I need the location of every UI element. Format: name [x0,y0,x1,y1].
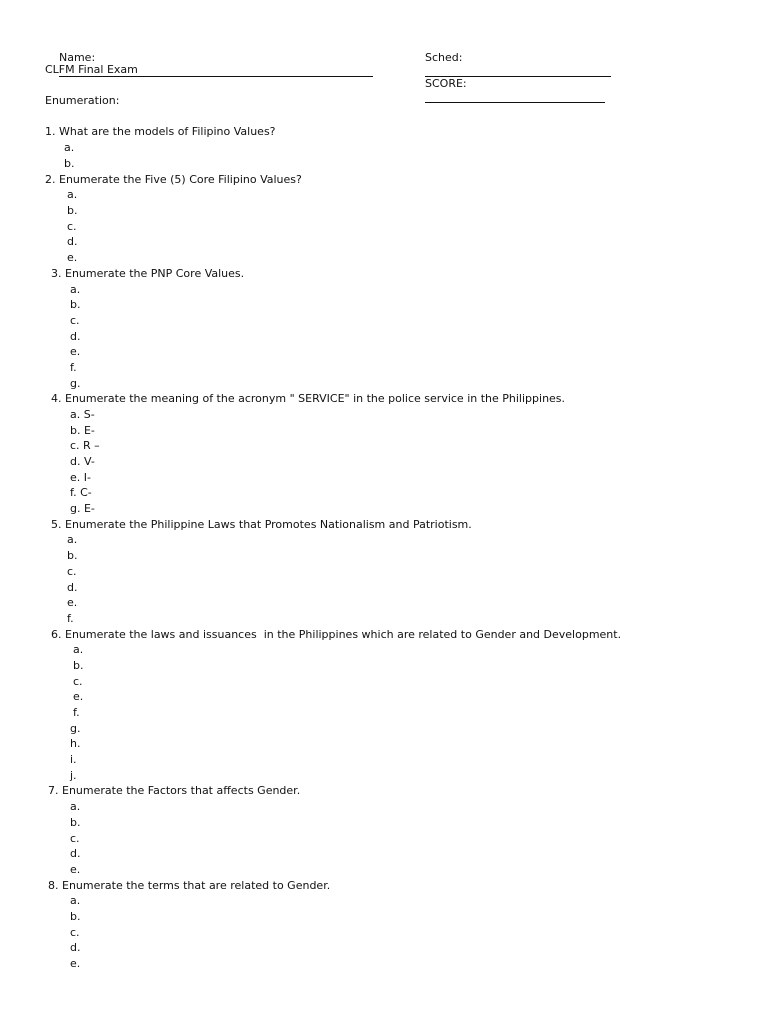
answer-item: d. [70,847,81,860]
answer-item: c. R – [70,439,100,452]
answer-item: e. [67,251,78,264]
question-6: 6. Enumerate the laws and issuances in the Philippines which are related to Gender and Development. [51,628,622,641]
answer-item: a. [67,533,78,546]
answer-item: d. V- [70,455,95,468]
answer-item: b. [70,298,81,311]
exam-title: CLFM Final Exam [45,63,138,76]
answer-item: f. [70,361,77,374]
question-5: 5. Enumerate the Philippine Laws that Promotes Nationalism and Patriotism. [51,518,472,531]
answer-item: c. [67,220,77,233]
answer-item: b. [67,549,78,562]
answer-item: d. [70,941,81,954]
answer-item: d. [70,330,81,343]
answer-item: a. [70,283,81,296]
answer-item: h. [70,737,81,750]
answer-item: b. [64,157,75,170]
answer-item: a. [64,141,75,154]
answer-item: a. [70,800,81,813]
answer-item: g. [70,722,81,735]
answer-item: e. [70,345,81,358]
answer-item: e. [67,596,78,609]
score-label: SCORE: [425,77,467,90]
answer-item: g. [70,377,81,390]
score-blank [425,91,605,103]
answer-item: g. E- [70,502,95,515]
question-4: 4. Enumerate the meaning of the acronym " SERVICE" in the police service in the Philippines. [51,392,566,405]
sched-label: Sched: [425,51,463,64]
answer-item: d. [67,235,78,248]
question-2: 2. Enumerate the Five (5) Core Filipino Values? [45,173,302,186]
answer-item: i. [70,753,77,766]
answer-item: c. [70,314,80,327]
answer-item: c. [70,926,80,939]
answer-item: c. [73,675,83,688]
answer-item: b. [70,910,81,923]
name-label: Name: [59,51,96,64]
answer-item: e. [70,957,81,970]
answer-item: f. [67,612,74,625]
answer-item: c. [67,565,77,578]
answer-item: j. [70,769,77,782]
answer-item: d. [67,581,78,594]
answer-item: e. [73,690,84,703]
answer-item: a. [67,188,78,201]
question-8: 8. Enumerate the terms that are related to Gender. [48,879,331,892]
question-1: 1. What are the models of Filipino Values? [45,125,276,138]
answer-item: e. I- [70,471,91,484]
answer-item: b. E- [70,424,95,437]
answer-item: f. C- [70,486,92,499]
question-3: 3. Enumerate the PNP Core Values. [51,267,245,280]
answer-item: a. [70,894,81,907]
answer-item: b. [73,659,84,672]
answer-item: f. [73,706,80,719]
answer-item: b. [67,204,78,217]
answer-item: c. [70,832,80,845]
answer-item: e. [70,863,81,876]
answer-item: a. S- [70,408,95,421]
question-7: 7. Enumerate the Factors that affects Gender. [48,784,301,797]
answer-item: a. [73,643,84,656]
score-field [411,63,605,121]
section-title: Enumeration: [45,94,120,107]
answer-item: b. [70,816,81,829]
